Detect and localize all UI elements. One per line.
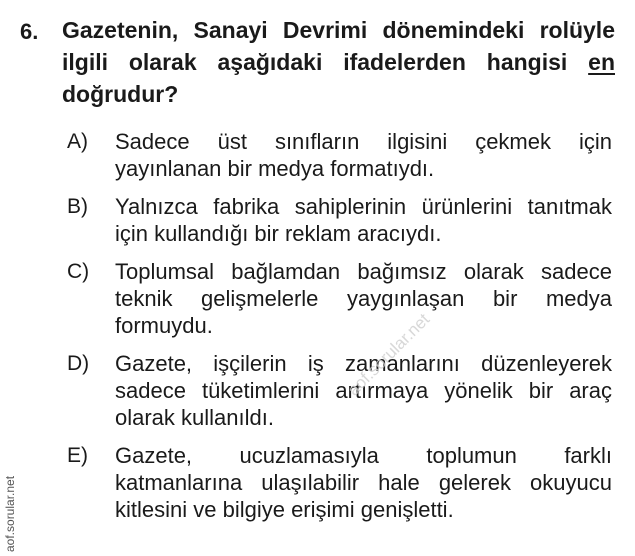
option-c[interactable] [67, 258, 612, 339]
option-text: Gazete, ucuzlamasıyla toplumun farklı katmanlarına ulaşılabilir hale gelerek okuyucu kitlesini ve bilgiye erişimi genişletti. [115, 443, 612, 522]
question-emphasis: en [588, 49, 615, 75]
diagonal-watermark: aof.sorular.net [343, 309, 434, 400]
option-letter: D) [67, 352, 90, 375]
question-block [20, 14, 615, 110]
question-number: 6. [20, 19, 39, 44]
side-watermark: aof.sorular.net [3, 475, 17, 552]
option-e[interactable] [67, 442, 612, 523]
options-list [67, 128, 612, 534]
option-letter: E) [67, 444, 88, 467]
question-text-end: doğrudur? [62, 81, 179, 107]
option-letter: A) [67, 130, 88, 153]
option-text: Sadece üst sınıfların ilgisini çekmek için yayınlanan bir medya formatıydı. [115, 129, 612, 181]
option-a[interactable] [67, 128, 612, 182]
option-d[interactable] [67, 350, 612, 431]
option-b[interactable] [67, 193, 612, 247]
option-letter: C) [67, 260, 90, 283]
question-text-start: Gazetenin, Sanayi Devrimi dönemindeki rolüyle ilgili olarak aşağıdaki ifadelerden hangisi [62, 17, 615, 75]
option-text: Gazete, işçilerin iş zamanlarını düzenleyerek sadece tüketimlerini artırmaya yönelik bir araç olarak kullanıldı. [115, 351, 612, 430]
option-text: Toplumsal bağlamdan bağımsız olarak sadece teknik gelişmelerle yaygınlaşan bir medya formuydu. [115, 259, 612, 338]
question-text [62, 14, 615, 110]
option-text: Yalnızca fabrika sahiplerinin ürünlerini tanıtmak için kullandığı bir reklam aracıydı. [115, 194, 612, 246]
option-letter: B) [67, 195, 88, 218]
